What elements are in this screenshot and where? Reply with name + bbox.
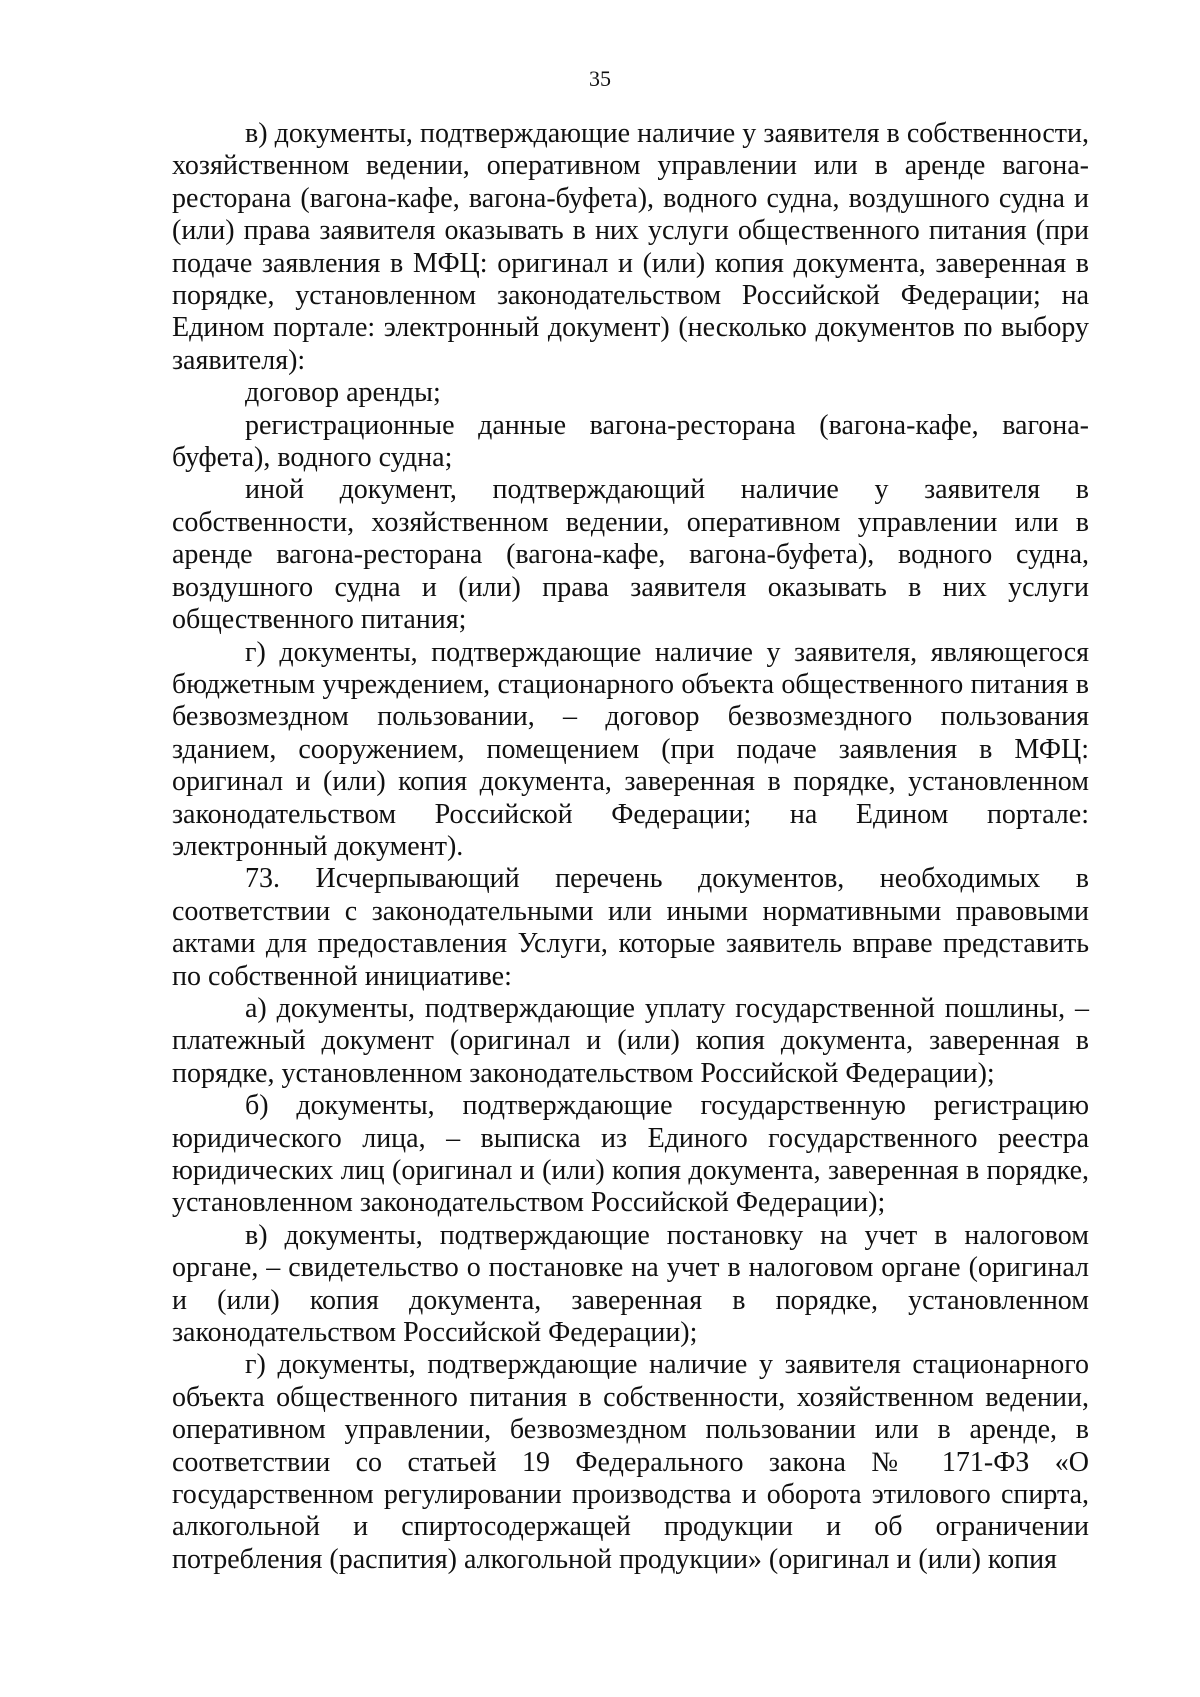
- document-body: [172, 118, 1089, 1576]
- page-number: 35: [589, 66, 611, 91]
- paragraph-g-documents: г) документы, подтверждающие наличие у заявителя, являющегося бюджетным учреждением, стационарного объекта общественного питания в безвозмездном пользовании, – договор безвозмездного пользования зданием, сооружением, помещением (при подаче заявления в МФЦ: оригинал и (или) копия документа, заверенная в порядке, установленном законодательством Российской Федерации; на Едином портале: электронный документ).: [172, 636, 1089, 862]
- paragraph-registration-data: регистрационные данные вагона-ресторана (вагона-кафе, вагона-буфета), водного судна;: [172, 409, 1089, 474]
- paragraph-73-exhaustive-list: 73. Исчерпывающий перечень документов, необходимых в соответствии с законодательными или иными нормативными правовыми актами для предоставления Услуги, которые заявитель вправе представить по собственной инициативе:: [172, 863, 1089, 992]
- paragraph-v-documents: в) документы, подтверждающие наличие у заявителя в собственности, хозяйственном ведении, оперативном управлении или в аренде вагона-ресторана (вагона-кафе, вагона-буфета), водного судна, воздушного судна и (или) права заявителя оказывать в них услуги общественного питания (при подаче заявления в МФЦ: оригинал и (или) копия документа, заверенная в порядке, установленном законодательством Российской Федерации; на Едином портале: электронный документ) (несколько документов по выбору заявителя):: [172, 118, 1089, 376]
- paragraph-other-document: иной документ, подтверждающий наличие у заявителя в собственности, хозяйственном ведении, оперативном управлении или в аренде вагона-ресторана (вагона-кафе, вагона-буфета), водного судна, воздушного судна и (или) права заявителя оказывать в них услуги общественного питания;: [172, 474, 1089, 636]
- paragraph-v-tax-registration: в) документы, подтверждающие постановку на учет в налоговом органе, – свидетельство о постановке на учет в налоговом органе (оригинал и (или) копия документа, заверенная в порядке, установленном законодательством Российской Федерации);: [172, 1219, 1089, 1349]
- paragraph-a-state-fee: а) документы, подтверждающие уплату государственной пошлины, – платежный документ (оригинал и (или) копия документа, заверенная в порядке, установленном законодательством Российской Федерации);: [172, 992, 1089, 1089]
- paragraph-lease-agreement: договор аренды;: [245, 377, 441, 409]
- paragraph-b-legal-entity-registration: б) документы, подтверждающие государственную регистрацию юридического лица, – выписка из Единого государственного реестра юридических лиц (оригинал и (или) копия документа, заверенная в порядке, установленном законодательством Российской Федерации);: [172, 1090, 1089, 1219]
- paragraph-g-stationary-object: г) документы, подтверждающие наличие у заявителя стационарного объекта общественного питания в собственности, хозяйственном ведении, оперативном управлении, безвозмездном пользовании или в аренде, в соответствии со статьей 19 Федерального закона № 171-ФЗ «О государственном регулировании производства и оборота этилового спирта, алкогольной и спиртосодержащей продукции и об ограничении потребления (распития) алкогольной продукции» (оригинал и (или) копия: [172, 1349, 1089, 1575]
